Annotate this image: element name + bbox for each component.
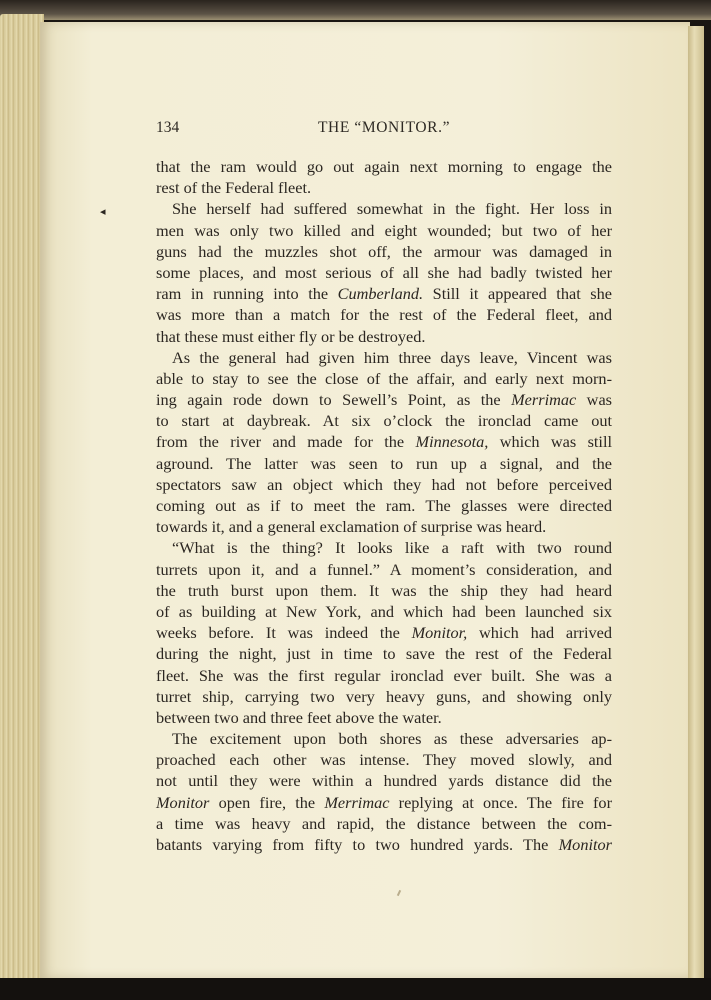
book-page-edges-right — [688, 26, 704, 980]
text-line: As the general had given him three days leave, Vincent was — [172, 347, 612, 367]
text-line: was more than a match for the rest of the Federal fleet, and — [156, 305, 612, 325]
text-line: coming out as if to meet the ram. The glasses were directed — [156, 496, 612, 515]
text-line: ing again rode down to Sewell’s Point, as the Merrimac was — [156, 390, 613, 410]
text-line: towards it, and a general exclamation of surprise was heard. — [156, 517, 547, 537]
body-text — [156, 156, 612, 855]
text-line: guns had the muzzles shot off, the armour was damaged in — [156, 241, 612, 261]
italic-ship-name: Monitor, — [411, 623, 468, 643]
italic-ship-name: Merrimac — [324, 792, 390, 812]
book-page-edges-left — [0, 14, 44, 982]
italic-ship-name: Minnesota, — [415, 432, 489, 452]
text-line: of as building at New York, and which had been launched six — [156, 601, 612, 621]
text-line: proached each other was intense. They moved slowly, and — [156, 750, 612, 770]
text-line: rest of the Federal fleet. — [156, 178, 312, 198]
italic-ship-name: Monitor — [558, 835, 612, 854]
text-line: to start at daybreak. At six o’clock the ironclad came out — [156, 411, 612, 431]
text-line: that these must either fly or be destroyed. — [156, 326, 426, 346]
text-line: “What is the thing? It looks like a raft with two round — [172, 538, 612, 558]
text-line: some places, and most serious of all she had badly twisted her — [156, 262, 612, 282]
text-line: that the ram would go out again next morning to engage the — [156, 157, 612, 176]
running-title: THE “MONITOR.” — [317, 119, 451, 136]
text-line: a time was heavy and rapid, the distance between the com- — [156, 813, 612, 833]
text-line: from the river and made for the Minnesota, which was still — [156, 432, 613, 452]
text-line: aground. The latter was seen to run up a signal, and the — [156, 453, 612, 473]
text-line: Monitor open fire, the Merrimac replying at once. The fire for — [156, 792, 612, 812]
text-line: spectators saw an object which they had not before perceived — [156, 474, 612, 494]
scan-bottom-edge — [0, 978, 711, 1000]
italic-ship-name: Monitor — [156, 792, 210, 812]
text-line: weeks before. It was indeed the Monitor, which had arrived — [156, 623, 613, 643]
text-line: turrets upon it, and a funnel.” A moment’s consideration, and — [156, 559, 612, 579]
text-line: ram in running into the Cumberland. Still it appeared that she — [156, 284, 612, 304]
text-line: turret ship, carrying two very heavy guns, and showing only — [156, 686, 612, 706]
text-line: able to stay to see the close of the affair, and early next morn- — [156, 368, 612, 388]
text-line: during the night, just in time to save the rest of the Federal — [156, 644, 612, 664]
text-line: the truth burst upon them. It was the ship they had heard — [156, 580, 612, 600]
page-number: 134 — [156, 119, 180, 136]
italic-ship-name: Merrimac — [511, 390, 577, 410]
text-line: batants varying from fifty to two hundred yards. The Monitor — [156, 835, 612, 854]
text-line: fleet. She was the first regular ironclad ever built. She was a — [156, 665, 612, 685]
text-line: She herself had suffered somewhat in the fight. Her loss in — [172, 199, 612, 219]
text-line: men was only two killed and eight wounded; but two of her — [156, 220, 612, 240]
italic-ship-name: Cumberland. — [337, 284, 424, 304]
text-line: not until they were within a hundred yards distance did the — [156, 771, 612, 791]
text-line: The excitement upon both shores as these adversaries ap- — [172, 729, 612, 749]
scan-top-edge — [0, 0, 711, 20]
text-line: between two and three feet above the water. — [156, 707, 442, 727]
running-header — [156, 119, 612, 143]
margin-arrow-mark: ◂ — [100, 206, 106, 218]
